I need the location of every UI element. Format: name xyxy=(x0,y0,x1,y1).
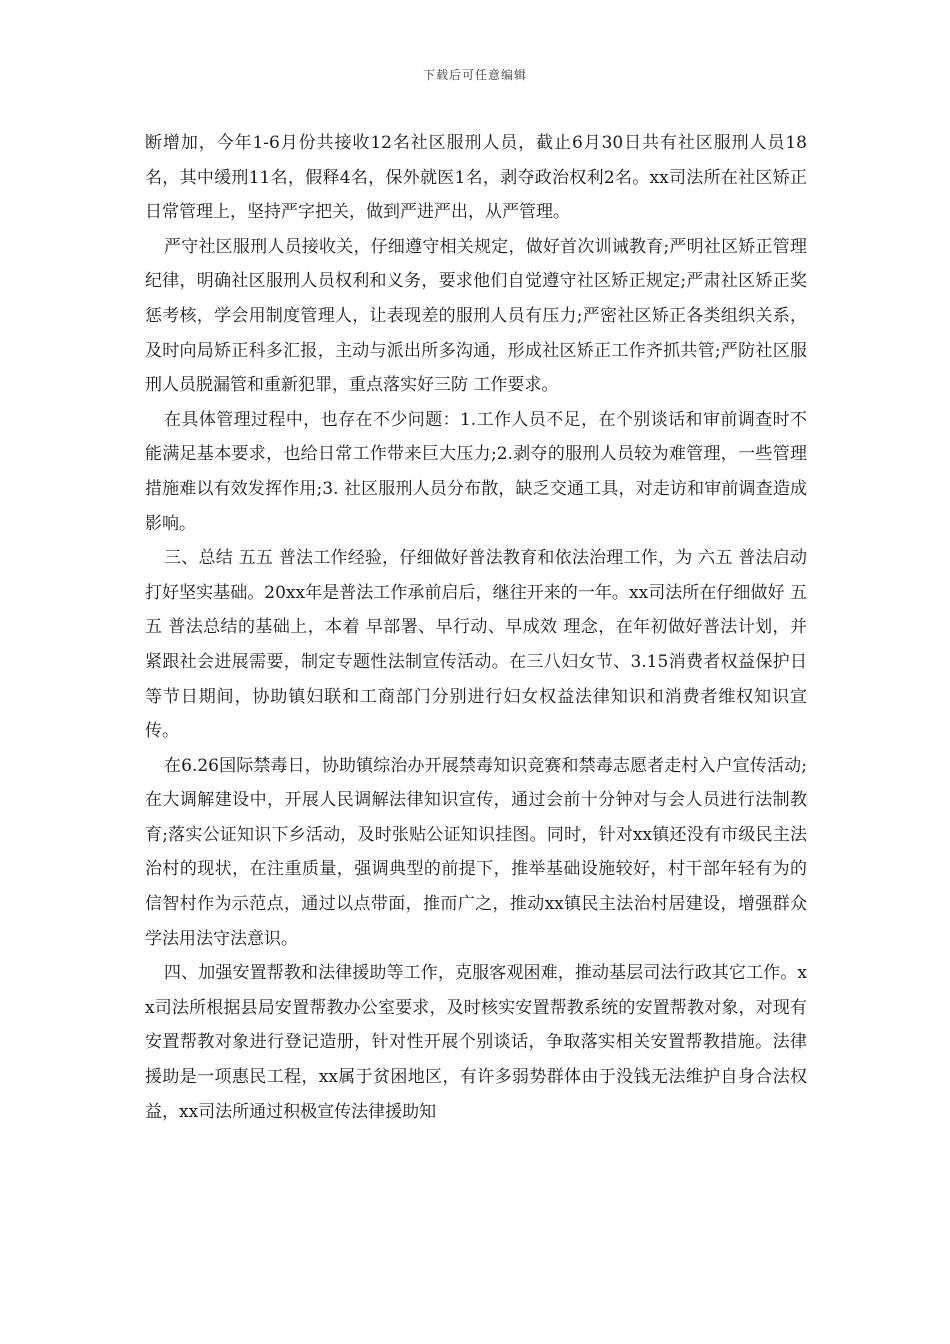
paragraph-section-four: 四、加强安置帮教和法律援助等工作，克服客观困难，推动基层司法行政其它工作。xx司法所根据县局安置帮教办公室要求，及时核实安置帮教系统的安置帮教对象，对现有安置帮教对象进行登记造册，针对性开展个别谈话，争取落实相关安置帮教措施。法律援助是一项惠民工程，xx属于贫困地区，有许多弱势群体由于没钱无法维护自身合法权益，xx司法所通过积极宣传法律援助知 xyxy=(145,963,807,1122)
paragraph-continued: 断增加，今年1-6月份共接收12名社区服刑人员，截止6月30日共有社区服刑人员18名，其中缓刑11名，假释4名，保外就医1名，剥夺政治权利2名。xx司法所在社区矫正日常管理上，坚持严字把关，做到严进严出，从严管理。 xyxy=(145,133,807,223)
document-body xyxy=(145,126,807,1129)
paragraph-anti-drug-day: 在6.26国际禁毒日，协助镇综治办开展禁毒知识竞赛和禁毒志愿者走村入户宣传活动;在大调解建设中，开展人民调解法律知识宣传，通过会前十分钟对与会人员进行法制教育;落实公证知识下乡活动，及时张贴公证知识挂图。同时，针对xx镇还没有市级民主法治村的现状，在注重质量，强调典型的前提下，推举基础设施较好，村干部年轻有为的信智村作为示范点，通过以点带面，推而广之，推动xx镇民主法治村居建设，增强群众学法用法守法意识。 xyxy=(145,755,807,949)
paragraph-problems: 在具体管理过程中，也存在不少问题：1.工作人员不足，在个别谈话和审前调查时不能满足基本要求，也给日常工作带来巨大压力;2.剥夺的服刑人员较为难管理，一些管理措施难以有效发挥作用;3. 社区服刑人员分布散，缺乏交通工具，对走访和审前调查造成影响。 xyxy=(145,409,807,534)
page-header: 下载后可任意编辑 xyxy=(422,68,527,82)
paragraph-section-three: 三、总结 五五 普法工作经验，仔细做好普法教育和依法治理工作，为 六五 普法启动打好坚实基础。20xx年是普法工作承前启后，继往开来的一年。xx司法所在仔细做好 五五 普法总结的基础上，本着 早部署、早行动、早成效 理念，在年初做好普法计划，并紧跟社会进展需要，制定专题性法制宣传活动。在三八妇女节、3.15消费者权益保护日等节日期间，协助镇妇联和工商部门分别进行妇女权益法律知识和消费者维权知识宣传。 xyxy=(145,548,807,742)
paragraph-strict-management: 严守社区服刑人员接收关，仔细遵守相关规定，做好首次训诫教育;严明社区矫正管理纪律，明确社区服刑人员权利和义务，要求他们自觉遵守社区矫正规定;严肃社区矫正奖惩考核，学会用制度管理人，让表现差的服刑人员有压力;严密社区矫正各类组织关系，及时向局矫正科多汇报，主动与派出所多沟通，形成社区矫正工作齐抓共管;严防社区服刑人员脱漏管和重新犯罪，重点落实好三防 工作要求。 xyxy=(145,236,807,396)
